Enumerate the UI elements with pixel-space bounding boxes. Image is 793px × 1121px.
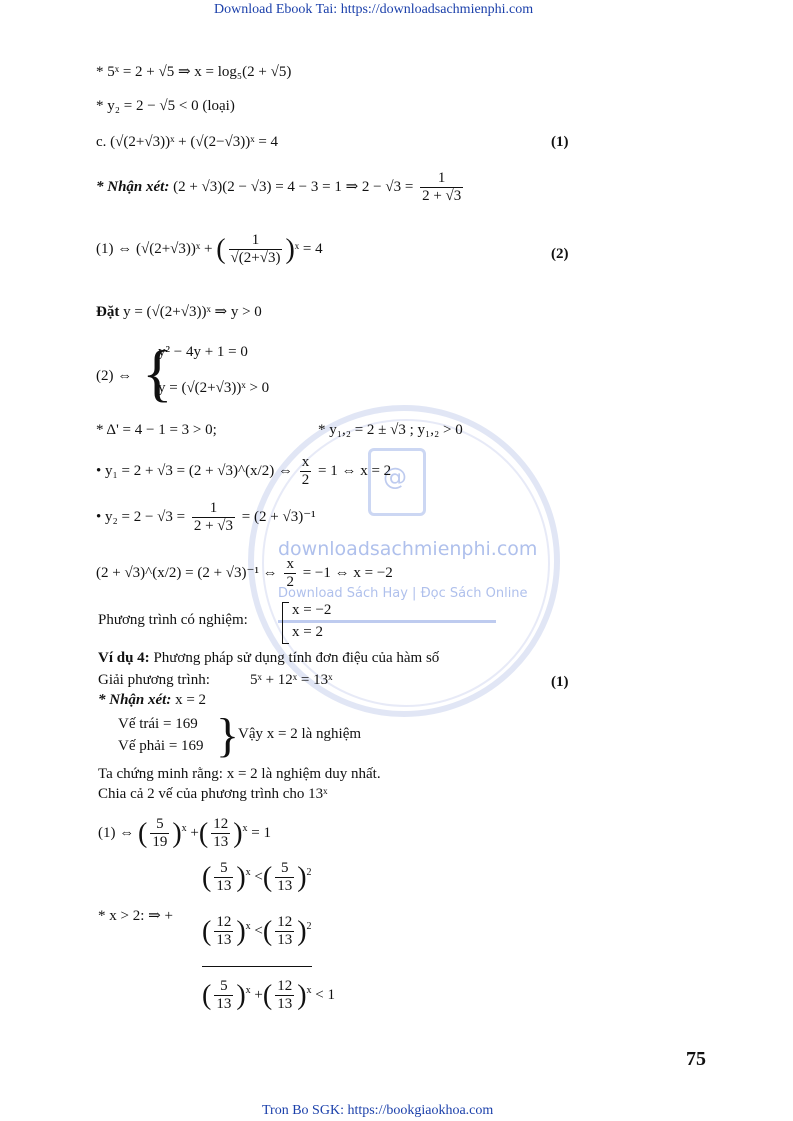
solution-value: x = −2 xyxy=(292,602,332,618)
equation-line xyxy=(96,556,393,592)
equation-text: = (2 + √3)⁻¹ xyxy=(241,509,316,526)
equation-line: * 5ˣ = 2 + √5 ⇒ x = log₅(2 + √5) xyxy=(96,64,292,80)
equation-line: * y₁,₂ = 2 ± √3 ; y₁,₂ > 0 xyxy=(318,422,463,438)
equation-tag: (2) xyxy=(551,246,569,262)
equation-text: = 1 ⇔ x = 2 xyxy=(317,463,392,480)
equation-line: Vậy x = 2 là nghiệm xyxy=(238,726,362,742)
notebook-icon: @ xyxy=(368,448,426,516)
solution-bracket xyxy=(282,602,289,644)
equation-line: (2) ⇔ xyxy=(96,368,133,384)
equation-text: x = 2 xyxy=(175,692,207,708)
equation-line: Giải phương trình: xyxy=(98,672,210,688)
fraction: $\frac{1}{2 + √3}$ xyxy=(193,500,234,535)
watermark-underline xyxy=(278,620,496,623)
equation-line: Vế phải = 169 xyxy=(118,738,204,754)
equation-tag: (1) xyxy=(551,134,569,150)
inequality-row: ( $\frac{5}{13}$ )$^x$ <( $\frac{5}{13}$ )$^2$ xyxy=(202,860,312,895)
equation-line xyxy=(96,500,316,536)
system-row: y = (√(2+√3))ˣ > 0 xyxy=(158,380,270,396)
paren: ) xyxy=(172,817,182,849)
fraction: $\frac{x}{2}$ xyxy=(301,454,310,489)
sum-rule xyxy=(202,966,312,967)
equation-line: 5ˣ + 12ˣ = 13ˣ xyxy=(250,672,333,688)
equation-line: (1) ⇔ ( $\frac{5}{19}$ )$^x$ +( $\frac{12}{13}$ )$^x$ = 1 xyxy=(98,816,271,851)
fraction: $\frac{1}{√(2+√3)}$ xyxy=(230,232,281,267)
paren: ( xyxy=(138,817,148,849)
solution-value: x = 2 xyxy=(292,624,323,640)
equation-line: * x > 2: ⇒ + xyxy=(98,908,173,924)
fraction: $\frac{1}{2 + √3}$ xyxy=(422,170,462,205)
equation-text: y = (√(2+√3))ˣ ⇒ y > 0 xyxy=(123,304,262,320)
equation-line: * y₂ = 2 − √5 < 0 (loại) xyxy=(96,98,235,114)
example-title: Ví dụ 4: xyxy=(98,650,150,666)
fraction: $\frac{12}{13}$ xyxy=(213,816,229,851)
example-heading xyxy=(98,650,439,667)
remark-label: * Nhận xét: xyxy=(98,692,172,708)
equation-line xyxy=(96,302,262,321)
fraction: $\frac{x}{2}$ xyxy=(286,556,294,591)
inequality-row: ( $\frac{5}{13}$ )$^x$ +( $\frac{12}{13}$ )$^x$ < 1 xyxy=(202,978,335,1013)
equation-line xyxy=(96,170,466,206)
equation-text: (1) ⇔ xyxy=(98,825,135,842)
header-link[interactable]: Download Ebook Tai: https://downloadsachmienphi.com xyxy=(214,2,534,17)
equation-line xyxy=(96,232,323,268)
paren: ( xyxy=(216,233,226,265)
brace: } xyxy=(216,709,240,762)
paren: ) xyxy=(285,233,295,265)
watermark-tagline: Download Sách Hay | Đọc Sách Online xyxy=(278,586,528,601)
equation-text: = −1 ⇔ x = −2 xyxy=(302,565,393,582)
equation-text: • y₂ = 2 − √3 = xyxy=(96,509,186,526)
watermark-site: downloadsachmienphi.com xyxy=(278,538,538,560)
equation-line xyxy=(96,454,391,490)
remark-label: * Nhận xét: xyxy=(96,179,170,196)
equation-tag: (1) xyxy=(551,674,569,690)
equation-text: (√(2+√3))ˣ + xyxy=(136,241,213,258)
paren: ( xyxy=(198,817,209,849)
example-subtitle: Phương pháp sử dụng tính đơn điệu của hàm số xyxy=(153,650,440,666)
equation-text: (2 + √3)^(x/2) = (2 + √3)⁻¹ ⇔ xyxy=(96,565,278,582)
equation-text: • y₁ = 2 + √3 = (2 + √3)^(x/2) ⇔ xyxy=(96,463,293,480)
equation-line: * Δ' = 4 − 1 = 3 > 0; xyxy=(96,422,217,438)
paren: ) xyxy=(233,817,243,849)
equation-line xyxy=(98,692,206,709)
equation-text: ˣ = 4 xyxy=(294,241,323,258)
equation-text: (1) ⇔ xyxy=(96,241,133,258)
set-label: Đặt xyxy=(96,304,120,320)
equation-line: Ta chứng minh rằng: x = 2 là nghiệm duy nhất. xyxy=(98,766,381,782)
system-row: y² − 4y + 1 = 0 xyxy=(158,344,248,360)
footer-link[interactable]: Tron Bo SGK: https://bookgiaokhoa.com xyxy=(262,1103,494,1118)
page-number: 75 xyxy=(686,1048,706,1070)
system-brace: { xyxy=(142,337,173,408)
equation-text: = 1 xyxy=(251,825,271,842)
inequality-row: ( $\frac{12}{13}$ )$^x$ <( $\frac{12}{13}$ )$^2$ xyxy=(202,914,312,949)
fraction: $\frac{5}{19}$ xyxy=(152,816,168,851)
equation-line: Phương trình có nghiệm: xyxy=(98,612,248,628)
equation-line: c. (√(2+√3))ˣ + (√(2−√3))ˣ = 4 xyxy=(96,134,279,150)
equation-line: Chia cả 2 vế của phương trình cho 13ˣ xyxy=(98,786,328,802)
equation-text: (2 + √3)(2 − √3) = 4 − 3 = 1 ⇒ 2 − √3 = xyxy=(173,179,414,196)
equation-line: Vế trái = 169 xyxy=(118,716,198,732)
